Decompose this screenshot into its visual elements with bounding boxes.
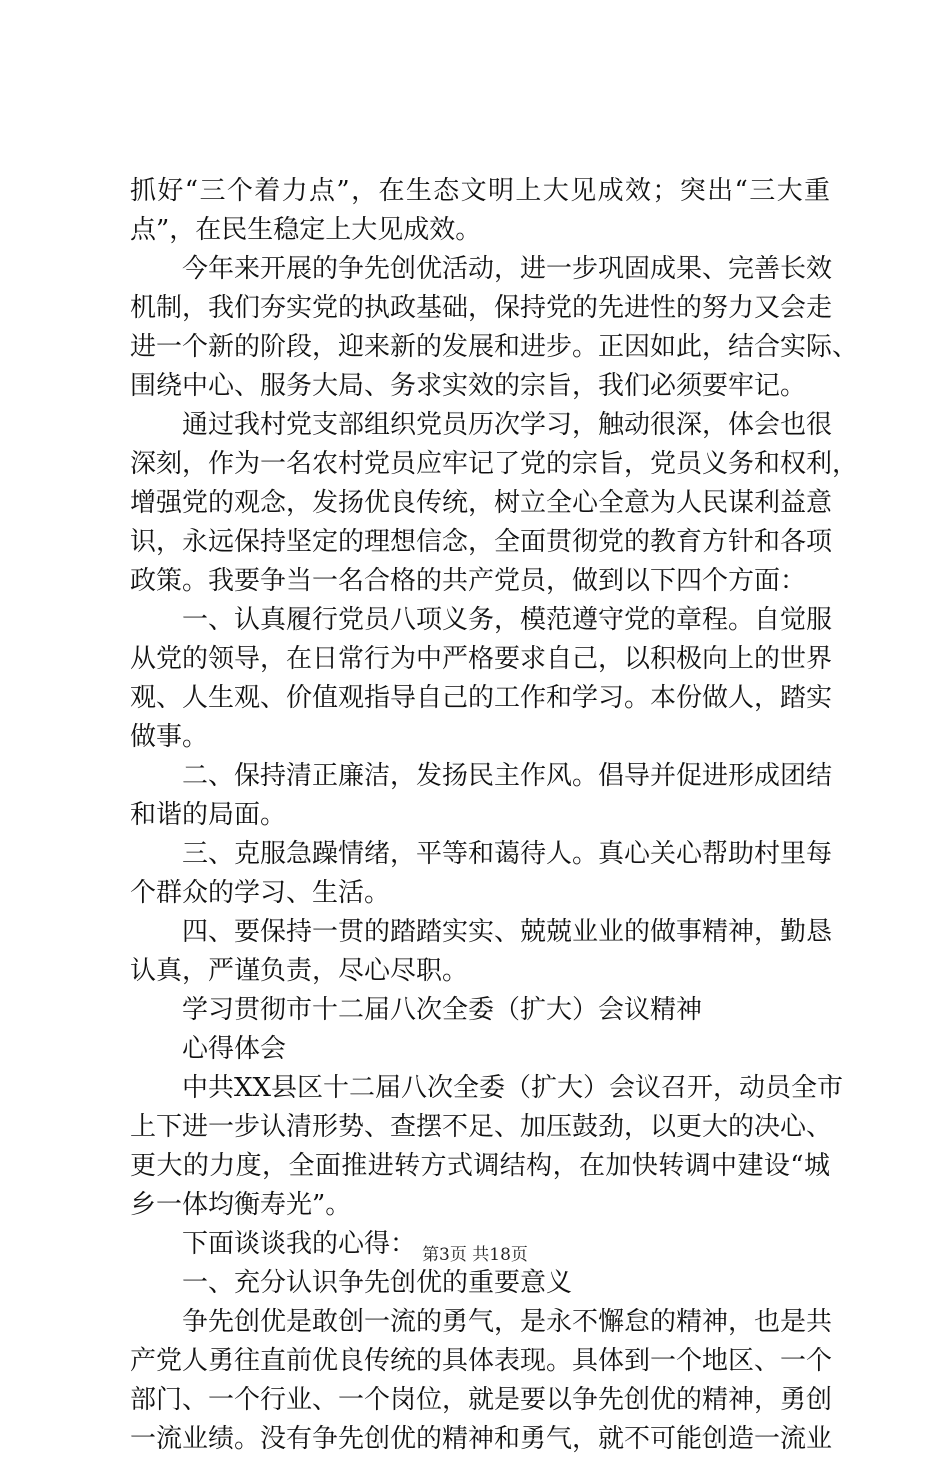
page-footer: 第3页 共18页 [422, 1245, 528, 1265]
text-line: 进一个新的阶段，迎来新的发展和进步。正因如此，结合实际、 [130, 332, 859, 362]
text-line: 今年来开展的争先创优活动，进一步巩固成果、完善长效 [130, 254, 833, 284]
text-line: 更大的力度，全面推进转方式调结构，在加快转调中建设“城 [130, 1151, 830, 1181]
text-line: 争先创优是敢创一流的勇气，是永不懈怠的精神，也是共 [130, 1307, 833, 1337]
text-line: 政策。我要争当一名合格的共产党员，做到以下四个方面： [130, 566, 807, 596]
text-line: 部门、一个行业、一个岗位，就是要以争先创优的精神，勇创 [130, 1385, 833, 1415]
text-line: 个群众的学习、生活。 [130, 878, 391, 908]
text-line: 上下进一步认清形势、查摆不足、加压鼓劲，以更大的决心、 [130, 1112, 833, 1142]
text-line: 二、保持清正廉洁，发扬民主作风。倡导并促进形成团结 [130, 761, 833, 791]
text-line: 一流业绩。没有争先创优的精神和勇气，就不可能创造一流业 [130, 1424, 833, 1454]
text-line: 心得体会 [130, 1034, 287, 1064]
text-line: 产党人勇往直前优良传统的具体表现。具体到一个地区、一个 [130, 1346, 833, 1376]
text-line: 做事。 [130, 722, 209, 752]
text-line: 中共XX县区十二届八次全委（扩大）会议召开，动员全市 [130, 1073, 844, 1103]
text-line: 一、充分认识争先创优的重要意义 [130, 1268, 573, 1298]
text-line: 识，永远保持坚定的理想信念，全面贯彻党的教育方针和各项 [130, 527, 833, 557]
text-line: 认真，严谨负责，尽心尽职。 [130, 956, 469, 986]
text-line: 通过我村党支部组织党员历次学习，触动很深，体会也很 [130, 410, 833, 440]
text-line: 学习贯彻市十二届八次全委（扩大）会议精神 [130, 995, 703, 1025]
text-line: 点”，在民生稳定上大见成效。 [130, 215, 482, 245]
text-line: 机制，我们夯实党的执政基础，保持党的先进性的努力又会走 [130, 293, 833, 323]
text-line: 观、人生观、价值观指导自己的工作和学习。本份做人，踏实 [130, 683, 833, 713]
text-line: 下面谈谈我的心得： [130, 1229, 417, 1259]
text-line: 三、克服急躁情绪，平等和蔼待人。真心关心帮助村里每 [130, 839, 833, 869]
text-line: 抓好“三个着力点”，在生态文明上大见成效；突出“三大重 [130, 176, 830, 206]
text-line: 一、认真履行党员八项义务，模范遵守党的章程。自觉服 [130, 605, 833, 635]
text-line: 四、要保持一贯的踏踏实实、兢兢业业的做事精神，勤恳 [130, 917, 833, 947]
text-line: 增强党的观念，发扬优良传统，树立全心全意为人民谋利益意 [130, 488, 833, 518]
text-line: 乡一体均衡寿光”。 [130, 1190, 352, 1220]
text-line: 从党的领导，在日常行为中严格要求自己，以积极向上的世界 [130, 644, 833, 674]
text-line: 和谐的局面。 [130, 800, 287, 830]
text-line: 围绕中心、服务大局、务求实效的宗旨，我们必须要牢记。 [130, 371, 807, 401]
text-line: 深刻，作为一名农村党员应牢记了党的宗旨，党员义务和权利， [130, 449, 859, 479]
